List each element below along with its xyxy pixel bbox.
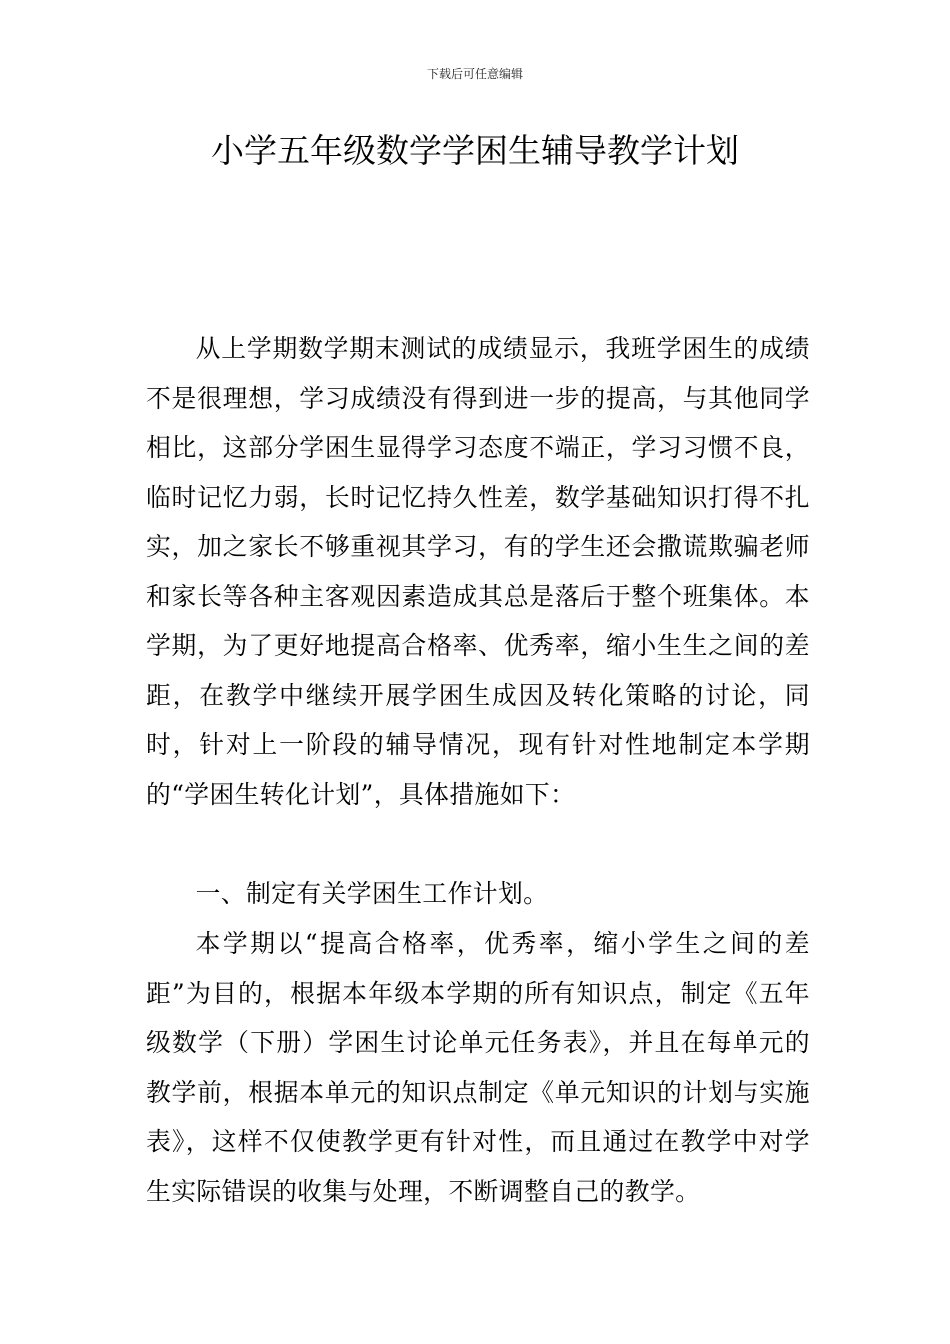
section-heading: 一、制定有关学困生工作计划。 bbox=[195, 879, 549, 908]
intro-paragraph: 从上学期数学期末测试的成绩显示，我班学困生的成绩不是很理想，学习成绩没有得到进一步的提高，与其他同学相比，这部分学困生显得学习态度不端正，学习习惯不良，临时记忆力弱，长时记忆持久性差，数学基础知识打得不扎实，加之家长不够重视其学习，有的学生还会撒谎欺骗老师和家长等各种主客观因素造成其总是落后于整个班集体。本学期，为了更好地提高合格率、优秀率，缩小生生之间的差距，在教学中继续开展学困生成因及转化策略的讨论，同时，针对上一阶段的辅导情况，现有针对性地制定本学期的“学困生转化计划”，具体措施如下： bbox=[146, 334, 810, 809]
section-paragraph: 本学期以“提高合格率，优秀率，缩小学生之间的差距”为目的，根据本年级本学期的所有知识点，制定《五年级数学（下册）学困生讨论单元任务表》，并且在每单元的教学前，根据本单元的知识点制定《单元知识的计划与实施表》，这样不仅使教学更有针对性，而且通过在教学中对学生实际错误的收集与处理，不断调整自己的教学。 bbox=[146, 929, 810, 1206]
document-title: 小学五年级数学学困生辅导教学计划 bbox=[211, 131, 739, 170]
header-note: 下载后可任意编辑 bbox=[426, 67, 523, 81]
